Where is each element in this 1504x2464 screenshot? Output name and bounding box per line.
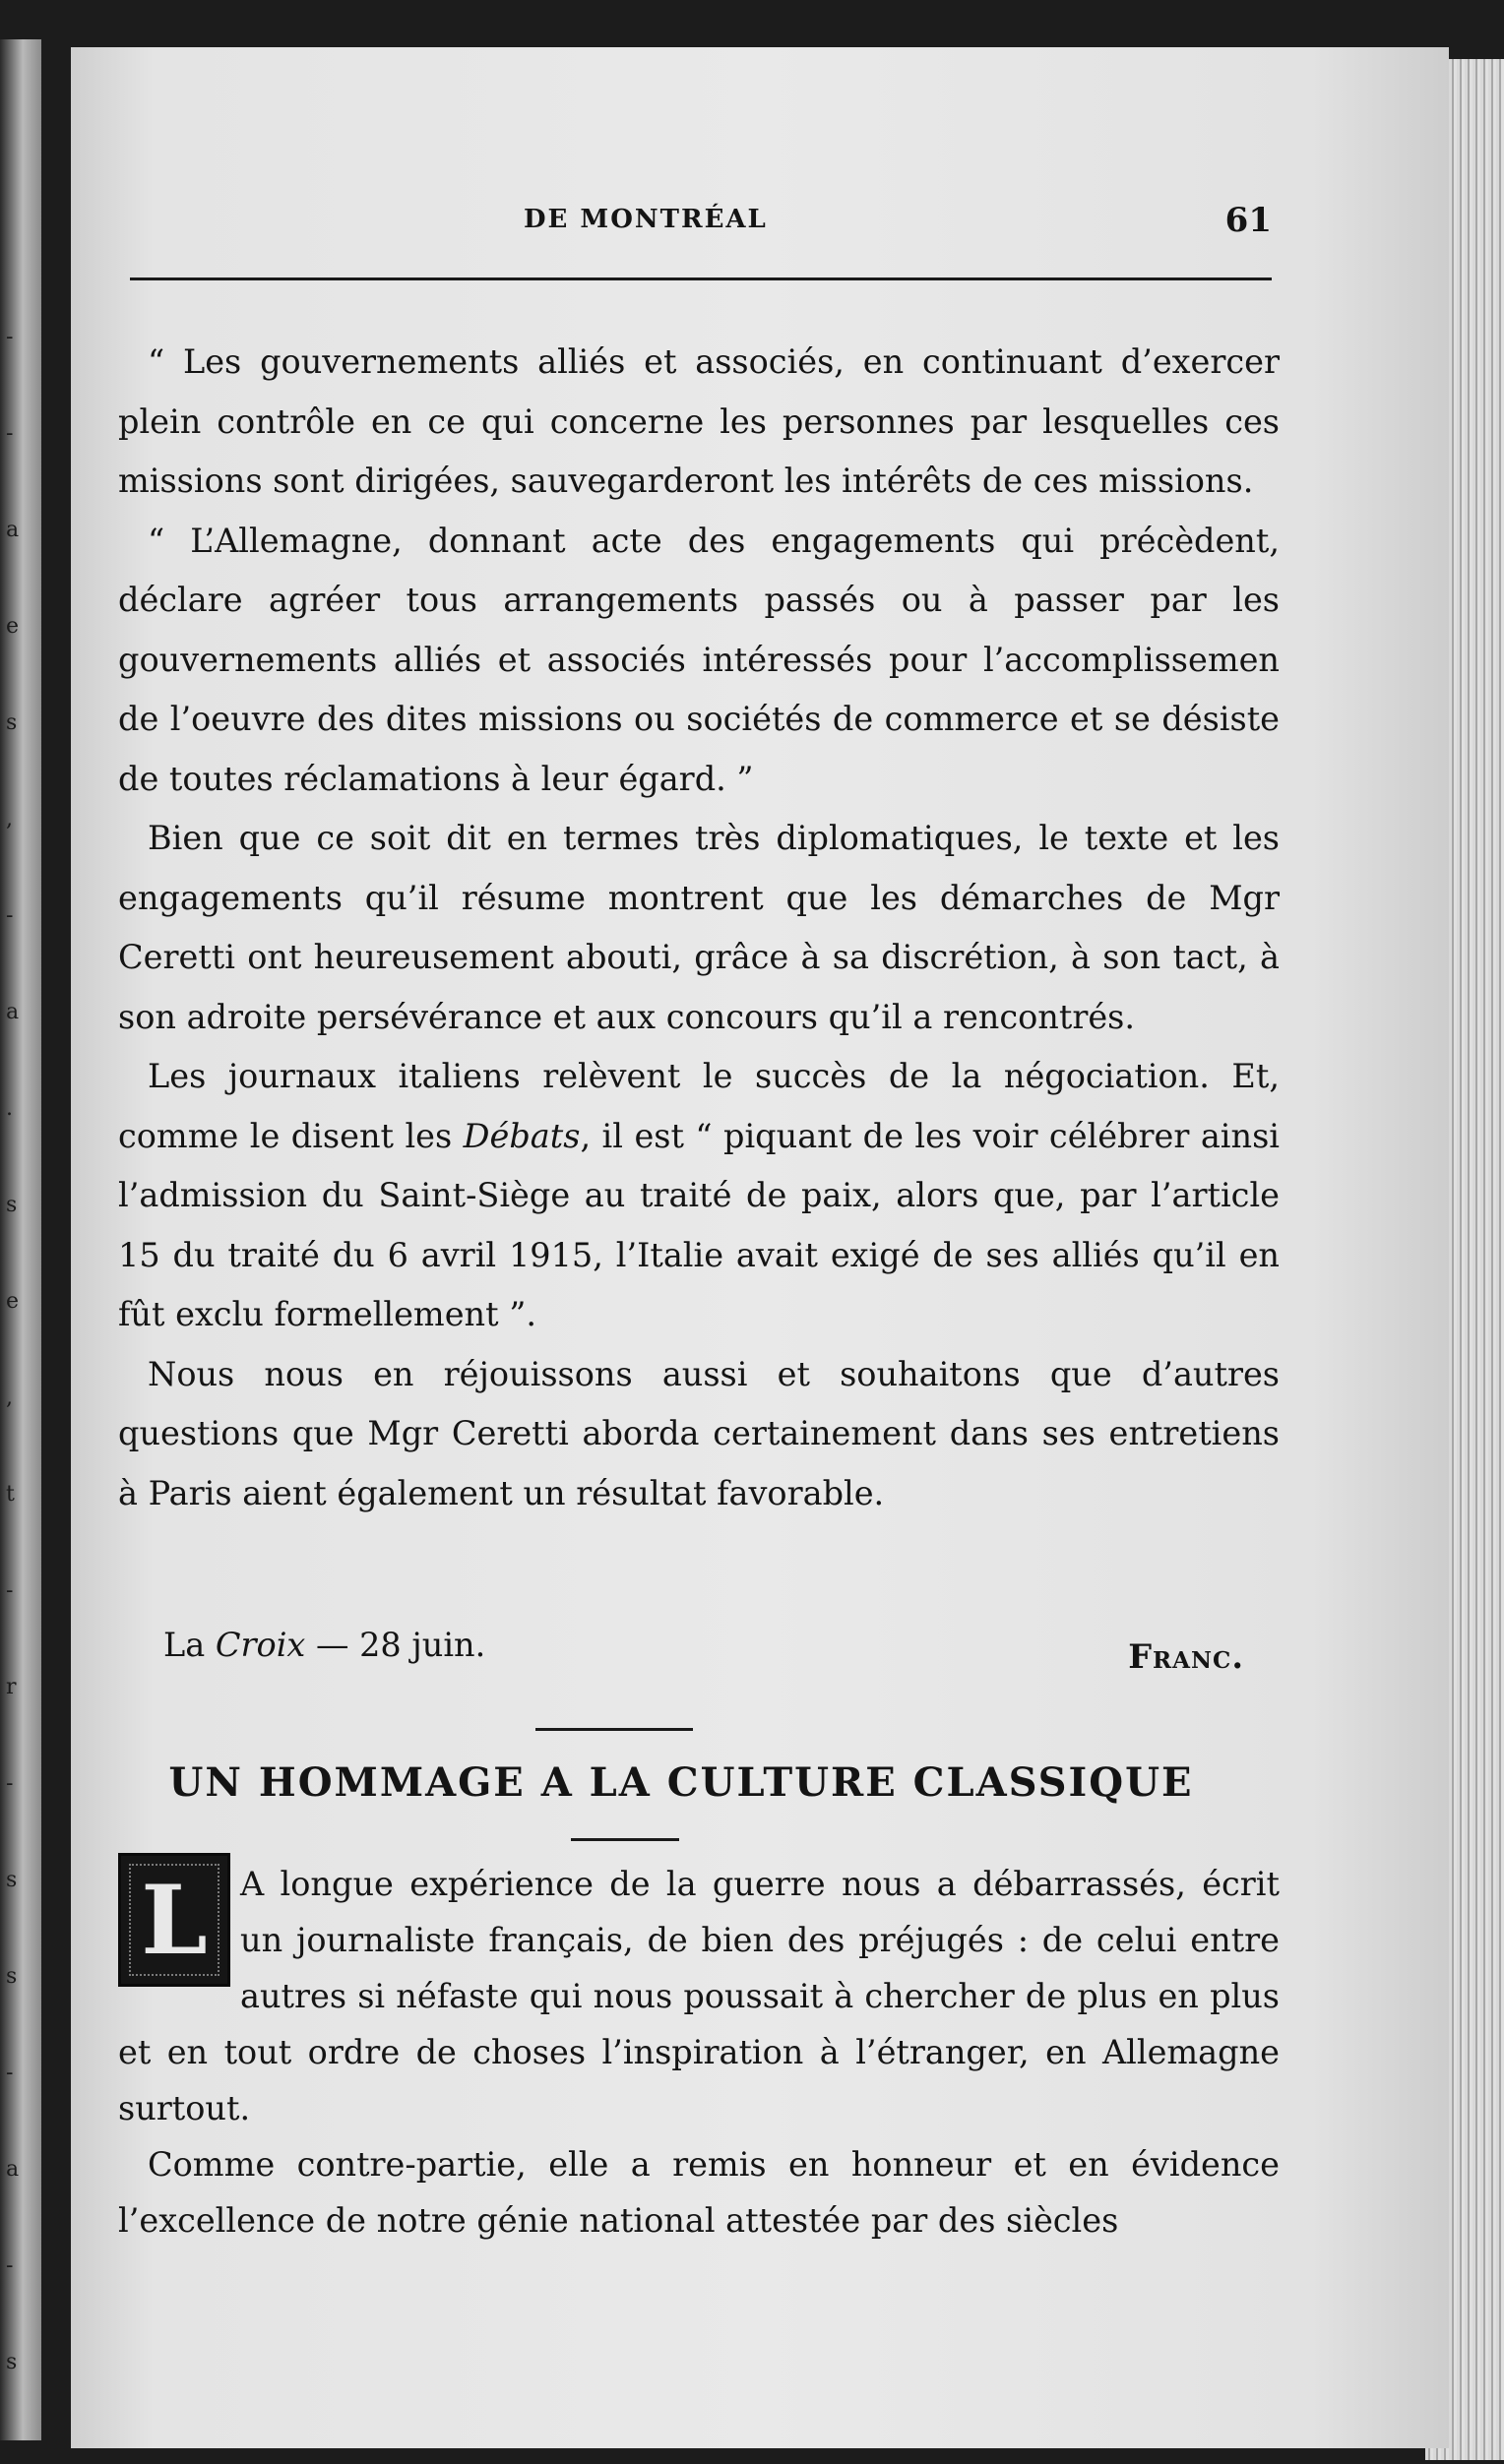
section-body (118, 1856, 1280, 2248)
facing-page-fragment: , (6, 1386, 13, 1410)
page-number: 61 (1224, 201, 1272, 240)
signature-row (118, 1626, 1280, 1685)
section-heading: UN HOMMAGE A LA CULTURE CLASSIQUE (168, 1759, 1194, 1806)
running-head (130, 201, 1272, 264)
source-reference: La Croix — 28 juin. (163, 1626, 486, 1664)
section-separator (535, 1728, 693, 1731)
author-signature: Franc. (1128, 1637, 1244, 1676)
facing-page-fragment: a (6, 518, 20, 542)
facing-page-fragment: s (6, 710, 18, 735)
facing-page-fragment: s (6, 1964, 18, 1989)
facing-page-fragment: - (6, 325, 14, 349)
facing-page-fragment: a (6, 2157, 20, 2182)
facing-page-fragment: s (6, 1868, 18, 1892)
paragraph-5: Nous nous en réjouissons aussi et souhaitons que d’autres questions que Mgr Ceretti aborda certainement dans ses entretiens à Paris aient également un résultat favorable. (118, 1354, 1280, 1512)
paragraph-4: Les journaux italiens relèvent le succès de la négociation. Et, comme le disent les Débats, il est “ piquant de les voir célébrer ainsi l’admission du Saint-Siège au traité de paix, alors que, par l’article 15 du traité du 6 avril 1915, l’Italie avait exigé de ses alliés qu’il en fût exclu formellement ”. (118, 1057, 1280, 1333)
facing-page-fragment: a (6, 1000, 20, 1024)
facing-page-fragment: - (6, 1578, 14, 1603)
paragraph-1: “ Les gouvernements alliés et associés, en continuant d’exercer plein contrôle en ce qui concerne les personnes par lesquelles ces missions sont dirigées, sauvegarderont les intérêts de ces missions. (118, 342, 1280, 500)
facing-page-fragment: e (6, 614, 20, 639)
facing-page-fragment: - (6, 1771, 14, 1796)
facing-page-fragment: - (6, 2061, 14, 2085)
section-paragraph-2: Comme contre-partie, elle a remis en honneur et en évidence l’excellence de notre génie national attestée par des siècles (118, 2145, 1280, 2240)
facing-page-fragment: e (6, 1289, 20, 1314)
ornamental-dropcap: L (118, 1853, 230, 1987)
header-rule (130, 277, 1272, 280)
facing-page-edge (0, 39, 41, 2440)
facing-page-fragment: s (6, 1193, 18, 1217)
facing-page-fragment: , (6, 807, 13, 832)
section-lead-paragraph: A longue expérience de la guerre nous a débarrassés, écrit un journaliste français, de bien des préjugés : de celui entre autres si néfaste qui nous poussait à chercher de plus en plus et en tout ordre de choses l’inspiration à l’étranger, en Allemagne surtout. (118, 1865, 1280, 2127)
facing-page-fragment: . (6, 1096, 13, 1121)
facing-page-fragment: r (6, 1675, 17, 1699)
running-title: DE MONTRÉAL (524, 205, 768, 234)
facing-page-fragment: s (6, 2350, 18, 2374)
paragraph-2: “ L’Allemagne, donnant acte des engagements qui précèdent, déclare agréer tous arrangements passés ou à passer par les gouvernements alliés et associés intéressés pour l’accomplissemen de l’oeuvre des dites missions ou sociétés de commerce et se désiste de toutes réclamations à leur égard. ” (118, 521, 1280, 798)
facing-page-fragment: - (6, 421, 14, 446)
facing-page-fragment: t (6, 1482, 15, 1507)
book-page (71, 47, 1449, 2448)
heading-underline (571, 1838, 679, 1841)
paragraph-3: Bien que ce soit dit en termes très diplomatiques, le texte et les engagements qu’il résume montrent que les démarches de Mgr Ceretti ont heureusement abouti, grâce à sa discrétion, à son tact, à son adroite persévérance et aux concours qu’il a rencontrés. (118, 819, 1280, 1036)
article-body (118, 333, 1280, 1523)
facing-page-fragment: - (6, 2253, 14, 2278)
facing-page-fragment: - (6, 903, 14, 928)
